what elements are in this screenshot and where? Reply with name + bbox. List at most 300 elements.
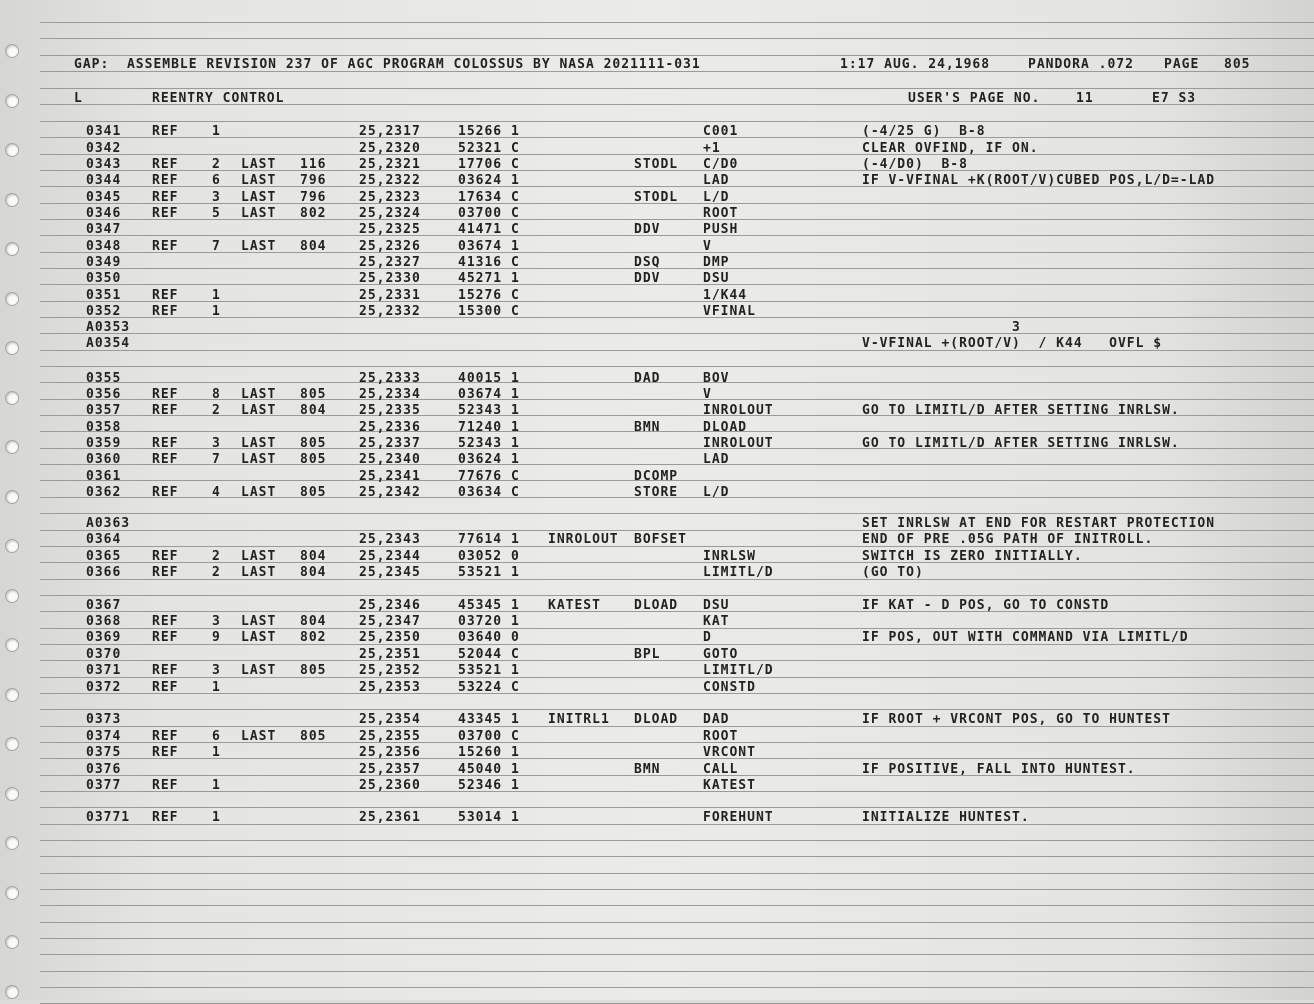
opcode: DCOMP bbox=[634, 469, 679, 484]
listing-line bbox=[0, 469, 1314, 485]
listing-line bbox=[0, 173, 1314, 189]
comment: IF ROOT + VRCONT POS, GO TO HUNTEST bbox=[862, 712, 1171, 727]
listing-line bbox=[0, 532, 1314, 548]
last-page: 802 bbox=[300, 206, 327, 221]
listing-line bbox=[0, 452, 1314, 468]
comment: GO TO LIMITL/D AFTER SETTING INRLSW. bbox=[862, 436, 1180, 451]
operand: VFINAL bbox=[703, 304, 756, 319]
ref-count: 1 bbox=[212, 680, 221, 695]
system-name: PANDORA .072 bbox=[1028, 57, 1134, 72]
last-page: 802 bbox=[300, 630, 327, 645]
comment: IF POSITIVE, FALL INTO HUNTEST. bbox=[862, 762, 1136, 777]
octal-word: 03640 0 bbox=[458, 630, 520, 645]
last-tag: LAST bbox=[241, 239, 277, 254]
operand: FOREHUNT bbox=[703, 810, 774, 825]
address: 25,2331 bbox=[359, 288, 421, 303]
ref-tag: REF bbox=[152, 810, 179, 825]
listing-line bbox=[0, 403, 1314, 419]
ref-tag: REF bbox=[152, 403, 179, 418]
address: 25,2361 bbox=[359, 810, 421, 825]
ref-count: 5 bbox=[212, 206, 221, 221]
address: 25,2342 bbox=[359, 485, 421, 500]
opcode: BMN bbox=[634, 420, 661, 435]
listing-line bbox=[0, 420, 1314, 436]
seq-number: A0353 bbox=[86, 320, 131, 335]
address: 25,2341 bbox=[359, 469, 421, 484]
last-page: 116 bbox=[300, 157, 327, 172]
octal-word: 45040 1 bbox=[458, 762, 520, 777]
operand: LAD bbox=[703, 452, 730, 467]
seq-number: 0374 bbox=[86, 729, 122, 744]
seq-number: 0350 bbox=[86, 271, 122, 286]
seq-number: 0373 bbox=[86, 712, 122, 727]
seq-number: 0357 bbox=[86, 403, 122, 418]
operand: C001 bbox=[703, 124, 739, 139]
address: 25,2340 bbox=[359, 452, 421, 467]
octal-word: 52346 1 bbox=[458, 778, 520, 793]
octal-word: 53521 1 bbox=[458, 663, 520, 678]
operand: DSU bbox=[703, 271, 730, 286]
ruled-line bbox=[40, 922, 1314, 923]
ruled-line bbox=[40, 954, 1314, 955]
opcode: DLOAD bbox=[634, 712, 679, 727]
operand: V bbox=[703, 239, 712, 254]
opcode: BOFSET bbox=[634, 532, 687, 547]
listing-line bbox=[0, 614, 1314, 630]
user-page-label: USER'S PAGE NO. bbox=[908, 91, 1041, 106]
listing-line bbox=[0, 729, 1314, 745]
ruled-line bbox=[40, 889, 1314, 890]
address: 25,2317 bbox=[359, 124, 421, 139]
octal-word: 40015 1 bbox=[458, 371, 520, 386]
label: INITRL1 bbox=[548, 712, 610, 727]
last-page: 805 bbox=[300, 387, 327, 402]
octal-word: 15260 1 bbox=[458, 745, 520, 760]
ref-count: 2 bbox=[212, 549, 221, 564]
last-tag: LAST bbox=[241, 436, 277, 451]
last-page: 804 bbox=[300, 549, 327, 564]
listing-line bbox=[0, 190, 1314, 206]
page-header bbox=[0, 57, 1314, 73]
operand: D bbox=[703, 630, 712, 645]
listing-line bbox=[0, 206, 1314, 222]
seq-number: 0346 bbox=[86, 206, 122, 221]
octal-word: 71240 1 bbox=[458, 420, 520, 435]
operand: VRCONT bbox=[703, 745, 756, 760]
last-page: 805 bbox=[300, 485, 327, 500]
listing-line bbox=[0, 304, 1314, 320]
ref-tag: REF bbox=[152, 565, 179, 580]
last-page: 804 bbox=[300, 565, 327, 580]
ref-count: 6 bbox=[212, 729, 221, 744]
address: 25,2360 bbox=[359, 778, 421, 793]
operand: DSU bbox=[703, 598, 730, 613]
address: 25,2350 bbox=[359, 630, 421, 645]
octal-word: 03052 0 bbox=[458, 549, 520, 564]
timestamp: 1:17 AUG. 24,1968 bbox=[840, 57, 991, 72]
ref-count: 3 bbox=[212, 190, 221, 205]
feed-hole bbox=[5, 935, 19, 949]
last-page: 804 bbox=[300, 614, 327, 629]
address: 25,2332 bbox=[359, 304, 421, 319]
octal-word: 03674 1 bbox=[458, 387, 520, 402]
comment: END OF PRE .05G PATH OF INITROLL. bbox=[862, 532, 1154, 547]
seq-number: 0362 bbox=[86, 485, 122, 500]
operand: ROOT bbox=[703, 729, 739, 744]
octal-word: 52044 C bbox=[458, 647, 520, 662]
ref-count: 2 bbox=[212, 565, 221, 580]
operand: L/D bbox=[703, 190, 730, 205]
address: 25,2345 bbox=[359, 565, 421, 580]
ref-tag: REF bbox=[152, 436, 179, 451]
label: INROLOUT bbox=[548, 532, 619, 547]
page-ref: E7 S3 bbox=[1152, 91, 1197, 106]
last-page: 804 bbox=[300, 239, 327, 254]
ruled-line bbox=[40, 987, 1314, 988]
last-page: 805 bbox=[300, 729, 327, 744]
listing-line bbox=[0, 762, 1314, 778]
seq-number: 0347 bbox=[86, 222, 122, 237]
octal-word: 53224 C bbox=[458, 680, 520, 695]
seq-number: 0349 bbox=[86, 255, 122, 270]
ref-count: 7 bbox=[212, 239, 221, 254]
last-tag: LAST bbox=[241, 614, 277, 629]
comment: CLEAR OVFIND, IF ON. bbox=[862, 141, 1039, 156]
ruled-line bbox=[40, 88, 1314, 89]
comment: (-4/D0) B-8 bbox=[862, 157, 968, 172]
seq-number: 0360 bbox=[86, 452, 122, 467]
label: KATEST bbox=[548, 598, 601, 613]
last-tag: LAST bbox=[241, 549, 277, 564]
seq-number: 0371 bbox=[86, 663, 122, 678]
operand: BOV bbox=[703, 371, 730, 386]
address: 25,2334 bbox=[359, 387, 421, 402]
ruled-line bbox=[40, 807, 1314, 808]
last-tag: LAST bbox=[241, 452, 277, 467]
last-tag: LAST bbox=[241, 403, 277, 418]
octal-word: 77676 C bbox=[458, 469, 520, 484]
last-tag: LAST bbox=[241, 729, 277, 744]
address: 25,2346 bbox=[359, 598, 421, 613]
comment: V-VFINAL +(ROOT/V) / K44 OVFL $ bbox=[862, 336, 1163, 351]
listing-line bbox=[0, 663, 1314, 679]
last-page: 805 bbox=[300, 452, 327, 467]
ref-tag: REF bbox=[152, 173, 179, 188]
comment: SWITCH IS ZERO INITIALLY. bbox=[862, 549, 1083, 564]
operand: V bbox=[703, 387, 712, 402]
last-tag: LAST bbox=[241, 173, 277, 188]
operand: LIMITL/D bbox=[703, 565, 774, 580]
ruled-line bbox=[40, 366, 1314, 367]
listing-line bbox=[0, 157, 1314, 173]
address: 25,2335 bbox=[359, 403, 421, 418]
octal-word: 17634 C bbox=[458, 190, 520, 205]
ref-count: 7 bbox=[212, 452, 221, 467]
ruled-line bbox=[40, 513, 1314, 514]
octal-word: 45345 1 bbox=[458, 598, 520, 613]
octal-word: 15300 C bbox=[458, 304, 520, 319]
opcode: STODL bbox=[634, 157, 679, 172]
octal-word: 03700 C bbox=[458, 206, 520, 221]
ref-count: 3 bbox=[212, 614, 221, 629]
opcode: DLOAD bbox=[634, 598, 679, 613]
last-tag: LAST bbox=[241, 630, 277, 645]
seq-number: 0342 bbox=[86, 141, 122, 156]
operand: LAD bbox=[703, 173, 730, 188]
ruled-line bbox=[40, 873, 1314, 874]
opcode: STODL bbox=[634, 190, 679, 205]
seq-number: 0351 bbox=[86, 288, 122, 303]
octal-word: 52321 C bbox=[458, 141, 520, 156]
address: 25,2322 bbox=[359, 173, 421, 188]
seq-number: 0343 bbox=[86, 157, 122, 172]
section-header bbox=[0, 91, 1314, 107]
seq-number: 0370 bbox=[86, 647, 122, 662]
seq-number: 0377 bbox=[86, 778, 122, 793]
seq-number: 0348 bbox=[86, 239, 122, 254]
listing-line bbox=[0, 778, 1314, 794]
operand: CALL bbox=[703, 762, 739, 777]
seq-number: 0369 bbox=[86, 630, 122, 645]
last-page: 796 bbox=[300, 173, 327, 188]
address: 25,2326 bbox=[359, 239, 421, 254]
section-mark: L bbox=[74, 91, 83, 106]
address: 25,2336 bbox=[359, 420, 421, 435]
address: 25,2351 bbox=[359, 647, 421, 662]
ref-count: 1 bbox=[212, 124, 221, 139]
operand: L/D bbox=[703, 485, 730, 500]
seq-number: 0364 bbox=[86, 532, 122, 547]
comment: (-4/25 G) B-8 bbox=[862, 124, 986, 139]
ref-tag: REF bbox=[152, 778, 179, 793]
operand: DMP bbox=[703, 255, 730, 270]
address: 25,2324 bbox=[359, 206, 421, 221]
ruled-line bbox=[40, 595, 1314, 596]
octal-word: 03674 1 bbox=[458, 239, 520, 254]
opcode: DDV bbox=[634, 271, 661, 286]
operand: +1 bbox=[703, 141, 721, 156]
ruled-line bbox=[40, 840, 1314, 841]
ref-tag: REF bbox=[152, 387, 179, 402]
listing-line bbox=[0, 647, 1314, 663]
section-title: REENTRY CONTROL bbox=[152, 91, 285, 106]
ref-tag: REF bbox=[152, 157, 179, 172]
octal-word: 03700 C bbox=[458, 729, 520, 744]
ref-tag: REF bbox=[152, 190, 179, 205]
operand: DAD bbox=[703, 712, 730, 727]
last-tag: LAST bbox=[241, 190, 277, 205]
ruled-line bbox=[40, 709, 1314, 710]
listing-line bbox=[0, 124, 1314, 140]
octal-word: 41316 C bbox=[458, 255, 520, 270]
page-label: PAGE bbox=[1164, 57, 1200, 72]
ref-count: 6 bbox=[212, 173, 221, 188]
seq-number: 0359 bbox=[86, 436, 122, 451]
listing-line bbox=[0, 271, 1314, 287]
address: 25,2325 bbox=[359, 222, 421, 237]
seq-number: 0344 bbox=[86, 173, 122, 188]
last-page: 804 bbox=[300, 403, 327, 418]
ref-tag: REF bbox=[152, 124, 179, 139]
seq-number: 0355 bbox=[86, 371, 122, 386]
listing-line bbox=[0, 320, 1314, 336]
listing-line bbox=[0, 516, 1314, 532]
ref-count: 1 bbox=[212, 288, 221, 303]
octal-word: 52343 1 bbox=[458, 436, 520, 451]
operand: INROLOUT bbox=[703, 436, 774, 451]
ref-tag: REF bbox=[152, 630, 179, 645]
ref-tag: REF bbox=[152, 239, 179, 254]
address: 25,2323 bbox=[359, 190, 421, 205]
ref-tag: REF bbox=[152, 614, 179, 629]
ruled-line bbox=[40, 22, 1314, 23]
listing-line bbox=[0, 810, 1314, 826]
address: 25,2353 bbox=[359, 680, 421, 695]
user-page-number: 11 bbox=[1076, 91, 1094, 106]
octal-word: 03624 1 bbox=[458, 173, 520, 188]
operand: GOTO bbox=[703, 647, 739, 662]
comment: IF POS, OUT WITH COMMAND VIA LIMITL/D bbox=[862, 630, 1189, 645]
listing-line bbox=[0, 371, 1314, 387]
listing-line bbox=[0, 222, 1314, 238]
ruled-line bbox=[40, 905, 1314, 906]
seq-number: 0352 bbox=[86, 304, 122, 319]
opcode: STORE bbox=[634, 485, 679, 500]
address: 25,2355 bbox=[359, 729, 421, 744]
ref-count: 4 bbox=[212, 485, 221, 500]
last-page: 796 bbox=[300, 190, 327, 205]
listing-line bbox=[0, 436, 1314, 452]
address: 25,2347 bbox=[359, 614, 421, 629]
seq-number: A0354 bbox=[86, 336, 131, 351]
listing-line bbox=[0, 598, 1314, 614]
operand: PUSH bbox=[703, 222, 739, 237]
comment: (GO TO) bbox=[862, 565, 924, 580]
ref-count: 8 bbox=[212, 387, 221, 402]
seq-number: 0366 bbox=[86, 565, 122, 580]
octal-word: 53521 1 bbox=[458, 565, 520, 580]
listing-line bbox=[0, 565, 1314, 581]
ruled-line bbox=[40, 856, 1314, 857]
ref-tag: REF bbox=[152, 549, 179, 564]
operand: KATEST bbox=[703, 778, 756, 793]
comment: INITIALIZE HUNTEST. bbox=[862, 810, 1030, 825]
ref-tag: REF bbox=[152, 663, 179, 678]
last-tag: LAST bbox=[241, 387, 277, 402]
opcode: DDV bbox=[634, 222, 661, 237]
ref-tag: REF bbox=[152, 206, 179, 221]
address: 25,2333 bbox=[359, 371, 421, 386]
ref-count: 2 bbox=[212, 403, 221, 418]
address: 25,2330 bbox=[359, 271, 421, 286]
address: 25,2321 bbox=[359, 157, 421, 172]
seq-number: 0372 bbox=[86, 680, 122, 695]
operand: C/D0 bbox=[703, 157, 739, 172]
seq-number: 0341 bbox=[86, 124, 122, 139]
ref-count: 1 bbox=[212, 778, 221, 793]
octal-word: 15276 C bbox=[458, 288, 520, 303]
feed-hole bbox=[5, 44, 19, 58]
last-tag: LAST bbox=[241, 206, 277, 221]
comment: IF KAT - D POS, GO TO CONSTD bbox=[862, 598, 1110, 613]
ref-count: 9 bbox=[212, 630, 221, 645]
listing-line bbox=[0, 712, 1314, 728]
last-page: 805 bbox=[300, 436, 327, 451]
listing-line bbox=[0, 336, 1314, 352]
ruled-line bbox=[40, 121, 1314, 122]
seq-number: 0375 bbox=[86, 745, 122, 760]
last-tag: LAST bbox=[241, 485, 277, 500]
ref-tag: REF bbox=[152, 729, 179, 744]
last-tag: LAST bbox=[241, 157, 277, 172]
address: 25,2327 bbox=[359, 255, 421, 270]
feed-hole bbox=[5, 985, 19, 999]
ref-count: 1 bbox=[212, 745, 221, 760]
feed-hole bbox=[5, 836, 19, 850]
opcode: BPL bbox=[634, 647, 661, 662]
ruled-line bbox=[40, 971, 1314, 972]
last-tag: LAST bbox=[241, 663, 277, 678]
comment: GO TO LIMITL/D AFTER SETTING INRLSW. bbox=[862, 403, 1180, 418]
address: 25,2337 bbox=[359, 436, 421, 451]
ruled-line bbox=[40, 55, 1314, 56]
last-tag: LAST bbox=[241, 565, 277, 580]
opcode: DSQ bbox=[634, 255, 661, 270]
octal-word: 15266 1 bbox=[458, 124, 520, 139]
octal-word: 53014 1 bbox=[458, 810, 520, 825]
operand: LIMITL/D bbox=[703, 663, 774, 678]
listing-line bbox=[0, 239, 1314, 255]
address: 25,2352 bbox=[359, 663, 421, 678]
listing-line bbox=[0, 288, 1314, 304]
seq-number: A0363 bbox=[86, 516, 131, 531]
ref-count: 3 bbox=[212, 436, 221, 451]
seq-number: 0358 bbox=[86, 420, 122, 435]
comment: SET INRLSW AT END FOR RESTART PROTECTION bbox=[862, 516, 1216, 531]
octal-word: 03634 C bbox=[458, 485, 520, 500]
assembly-title: GAP: ASSEMBLE REVISION 237 OF AGC PROGRAM COLOSSUS BY NASA 2021111-031 bbox=[74, 57, 701, 72]
seq-number: 03771 bbox=[86, 810, 131, 825]
ref-tag: REF bbox=[152, 304, 179, 319]
ref-tag: REF bbox=[152, 452, 179, 467]
ruled-line bbox=[40, 938, 1314, 939]
address: 25,2357 bbox=[359, 762, 421, 777]
ref-tag: REF bbox=[152, 485, 179, 500]
octal-word: 03624 1 bbox=[458, 452, 520, 467]
operand: 1/K44 bbox=[703, 288, 748, 303]
listing-line bbox=[0, 387, 1314, 403]
ref-tag: REF bbox=[152, 745, 179, 760]
seq-number: 0361 bbox=[86, 469, 122, 484]
seq-number: 0365 bbox=[86, 549, 122, 564]
seq-number: 0345 bbox=[86, 190, 122, 205]
octal-word: 45271 1 bbox=[458, 271, 520, 286]
octal-word: 41471 C bbox=[458, 222, 520, 237]
address: 25,2320 bbox=[359, 141, 421, 156]
listing-line bbox=[0, 485, 1314, 501]
seq-number: 0376 bbox=[86, 762, 122, 777]
listing-line bbox=[0, 745, 1314, 761]
address: 25,2344 bbox=[359, 549, 421, 564]
octal-word: 52343 1 bbox=[458, 403, 520, 418]
listing-line bbox=[0, 680, 1314, 696]
opcode: DAD bbox=[634, 371, 661, 386]
ref-tag: REF bbox=[152, 680, 179, 695]
comment: IF V-VFINAL +K(ROOT/V)CUBED POS,L/D=-LAD bbox=[862, 173, 1216, 188]
octal-word: 43345 1 bbox=[458, 712, 520, 727]
listing-line bbox=[0, 141, 1314, 157]
operand: ROOT bbox=[703, 206, 739, 221]
